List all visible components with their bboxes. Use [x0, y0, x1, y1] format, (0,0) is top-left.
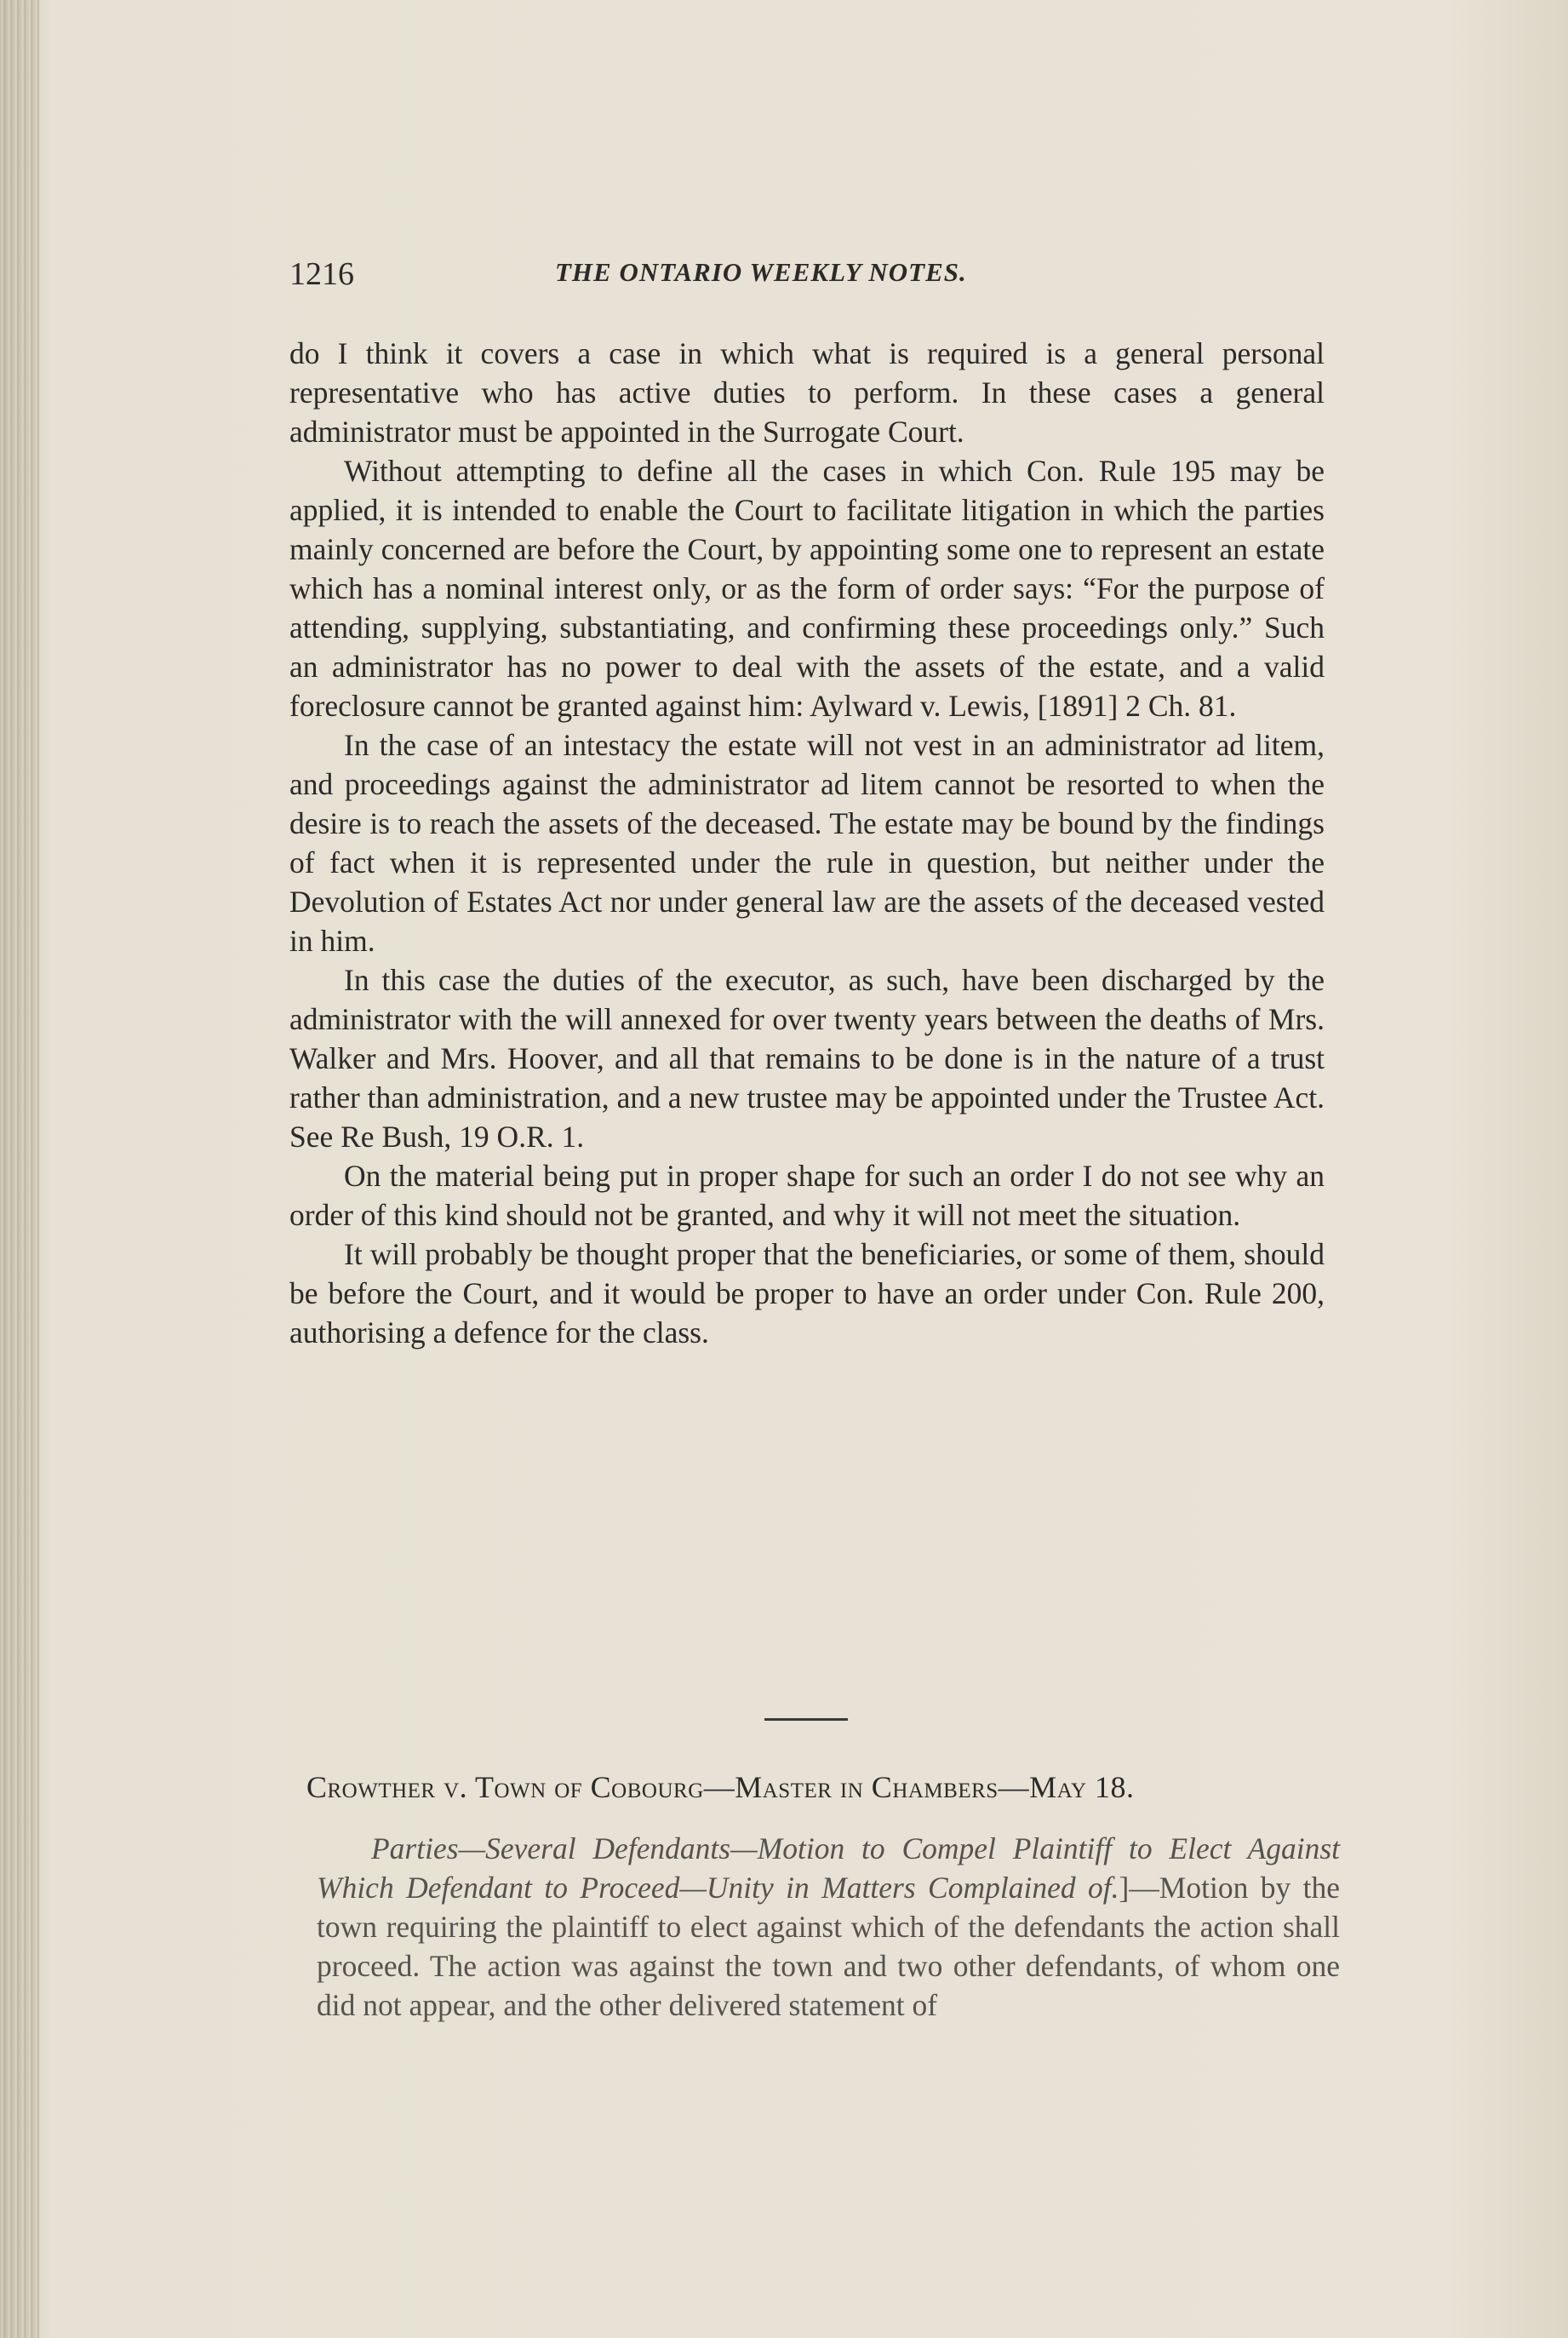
paragraph: In the case of an intestacy the estate will not vest in an administrator ad litem, and proceedings against the administrator ad litem cannot be resorted to when the desire is to reach the assets of the deceased. The estate may be bound by the findings of fact when it is represented under the rule in question, but neither under the Devolution of Estates Act nor under general law are the assets of the deceased vested in him. — [289, 728, 1325, 958]
case-paragraph — [317, 1829, 1340, 2025]
section-divider — [764, 1718, 848, 1721]
case-headnote: Parties—Several Defendants—Motion to Compel Plaintiff to Elect Against Which Defendant to Proceed—Unity in Matters Complained of. — [317, 1831, 1340, 1905]
paragraph: In this case the duties of the executor, as such, have been discharged by the administrator with the will annexed for over twenty years between the deaths of Mrs. Walker and Mrs. Hoover, and all that remains to be done is in the nature of a trust rather than administration, and a new trustee may be appointed under the Trustee Act. See Re Bush, 19 O.R. 1. — [289, 963, 1325, 1154]
running-title: THE ONTARIO WEEKLY NOTES. — [555, 257, 967, 287]
case-title: Crowther v. Town of Cobourg—Master in Chambers—May 18. — [306, 1770, 1135, 1804]
case-text: ]—Motion by the town requiring the plaintiff to elect against which of the defendants the action shall proceed. The action was against the town and two other defendants, of whom one did not appear, and the other delivered statement of — [317, 1871, 1341, 2022]
page-header — [289, 255, 1345, 298]
case-report — [317, 1829, 1340, 2025]
book-spine — [0, 0, 39, 2338]
page-number: 1216 — [289, 256, 354, 292]
paragraph: On the material being put in proper shape for such an order I do not see why an order of this kind should not be granted, and why it will not meet the situation. — [289, 1159, 1325, 1232]
paragraph: It will probably be thought proper that the beneficiaries, or some of them, should be before the Court, and it would be proper to have an order under Con. Rule 200, authorising a defence for the class. — [289, 1237, 1325, 1350]
paragraph-continuation: do I think it covers a case in which what is required is a general personal representative who has active duties to perform. In these cases a general administrator must be appointed in the Surrogate Court. — [289, 336, 1325, 449]
paragraph: Without attempting to define all the cases in which Con. Rule 195 may be applied, it is intended to enable the Court to facilitate litigation in which the parties mainly concerned are before the Court, by appointing some one to represent an estate which has a nominal interest only, or as the form of order says: “For the purpose of attending, supplying, substantiating, and confirming these proceedings only.” Such an administrator has no power to deal with the assets of the estate, and a valid foreclosure cannot be granted against him: Aylward v. Lewis, [1891] 2 Ch. 81. — [289, 454, 1325, 723]
body-text — [289, 334, 1325, 1352]
